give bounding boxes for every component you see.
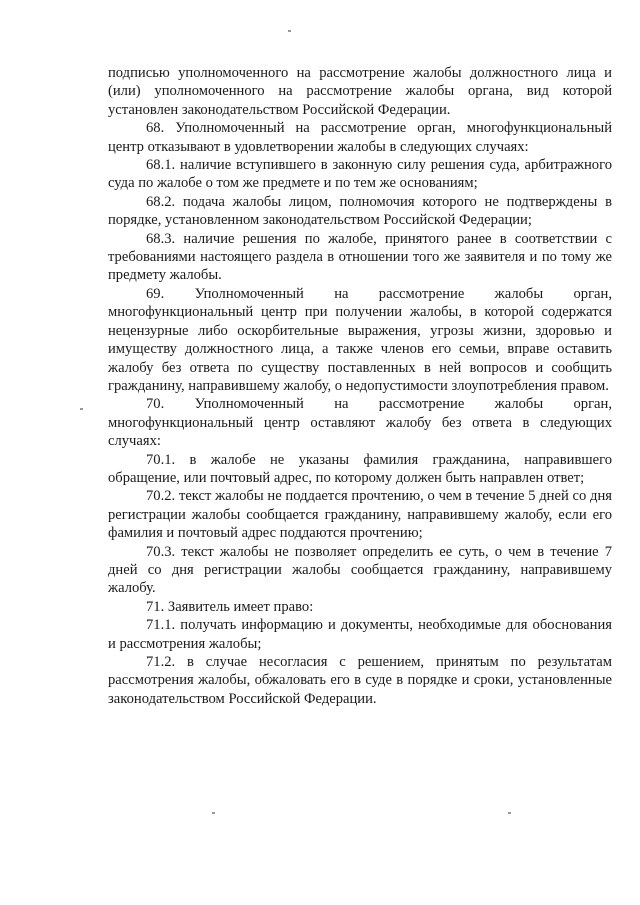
scan-speck [212, 812, 215, 814]
paragraph-71-1: 71.1. получать информацию и документы, необходимые для обоснования и рассмотрения жалобы; [108, 617, 612, 652]
scan-speck [288, 30, 291, 32]
paragraph-69: 69. Уполномоченный на рассмотрение жалобы орган, многофункциональный центр при получении жалобы, в которой содержатся нецензурные либо оскорбительные выражения, угрозы жизни, здоровью и имуществу должностного лица, а также членов его семьи, вправе оставить жалобу без ответа по существу поставленных в ней вопросов и сообщить гражданину, направившему жалобу, о недопустимости злоупотребления правом. [108, 285, 612, 394]
paragraph-68-3: 68.3. наличие решения по жалобе, принятого ранее в соответствии с требованиями настоящего раздела в отношении того же заявителя и по тому же предмету жалобы. [108, 230, 612, 284]
paragraph-70-3: 70.3. текст жалобы не позволяет определить ее суть, о чем в течение 7 дней со дня регистрации жалобы сообщается гражданину, направившему жалобу. [108, 543, 612, 597]
paragraph-70-2: 70.2. текст жалобы не поддается прочтению, о чем в течение 5 дней со дня регистрации жалобы сообщается гражданину, направившему жалобу, если его фамилия и почтовый адрес поддаются прочтению; [108, 488, 612, 542]
paragraph-71: 71. Заявитель имеет право: [146, 598, 314, 615]
document-page [108, 64, 612, 708]
paragraph-70-1: 70.1. в жалобе не указаны фамилия гражданина, направившего обращение, или почтовый адрес, по которому должен быть направлен ответ; [108, 451, 612, 486]
paragraph-continuation: подписью уполномоченного на рассмотрение жалобы должностного лица и (или) уполномоченного на рассмотрение жалобы органа, вид которой установлен законодательством Российской Федерации. [108, 65, 612, 118]
paragraph-68-2: 68.2. подача жалобы лицом, полномочия которого не подтверждены в порядке, установленном законодательством Российской Федерации; [108, 193, 612, 229]
paragraph-68-1: 68.1. наличие вступившего в законную силу решения суда, арбитражного суда по жалобе о том же предмете и по тем же основаниям; [108, 157, 612, 192]
scan-speck [508, 812, 511, 814]
paragraph-70: 70. Уполномоченный на рассмотрение жалобы орган, многофункциональный центр оставляют жалобу без ответа в следующих случаях: [108, 396, 612, 450]
paragraph-68: 68. Уполномоченный на рассмотрение орган, многофункциональный центр отказывают в удовлетворении жалобы в следующих случаях: [108, 120, 612, 155]
scan-speck [80, 408, 83, 410]
paragraph-71-2: 71.2. в случае несогласия с решением, принятым по результатам рассмотрения жалобы, обжаловать его в суде в порядке и сроки, установленные законодательством Российской Федерации. [108, 654, 612, 707]
